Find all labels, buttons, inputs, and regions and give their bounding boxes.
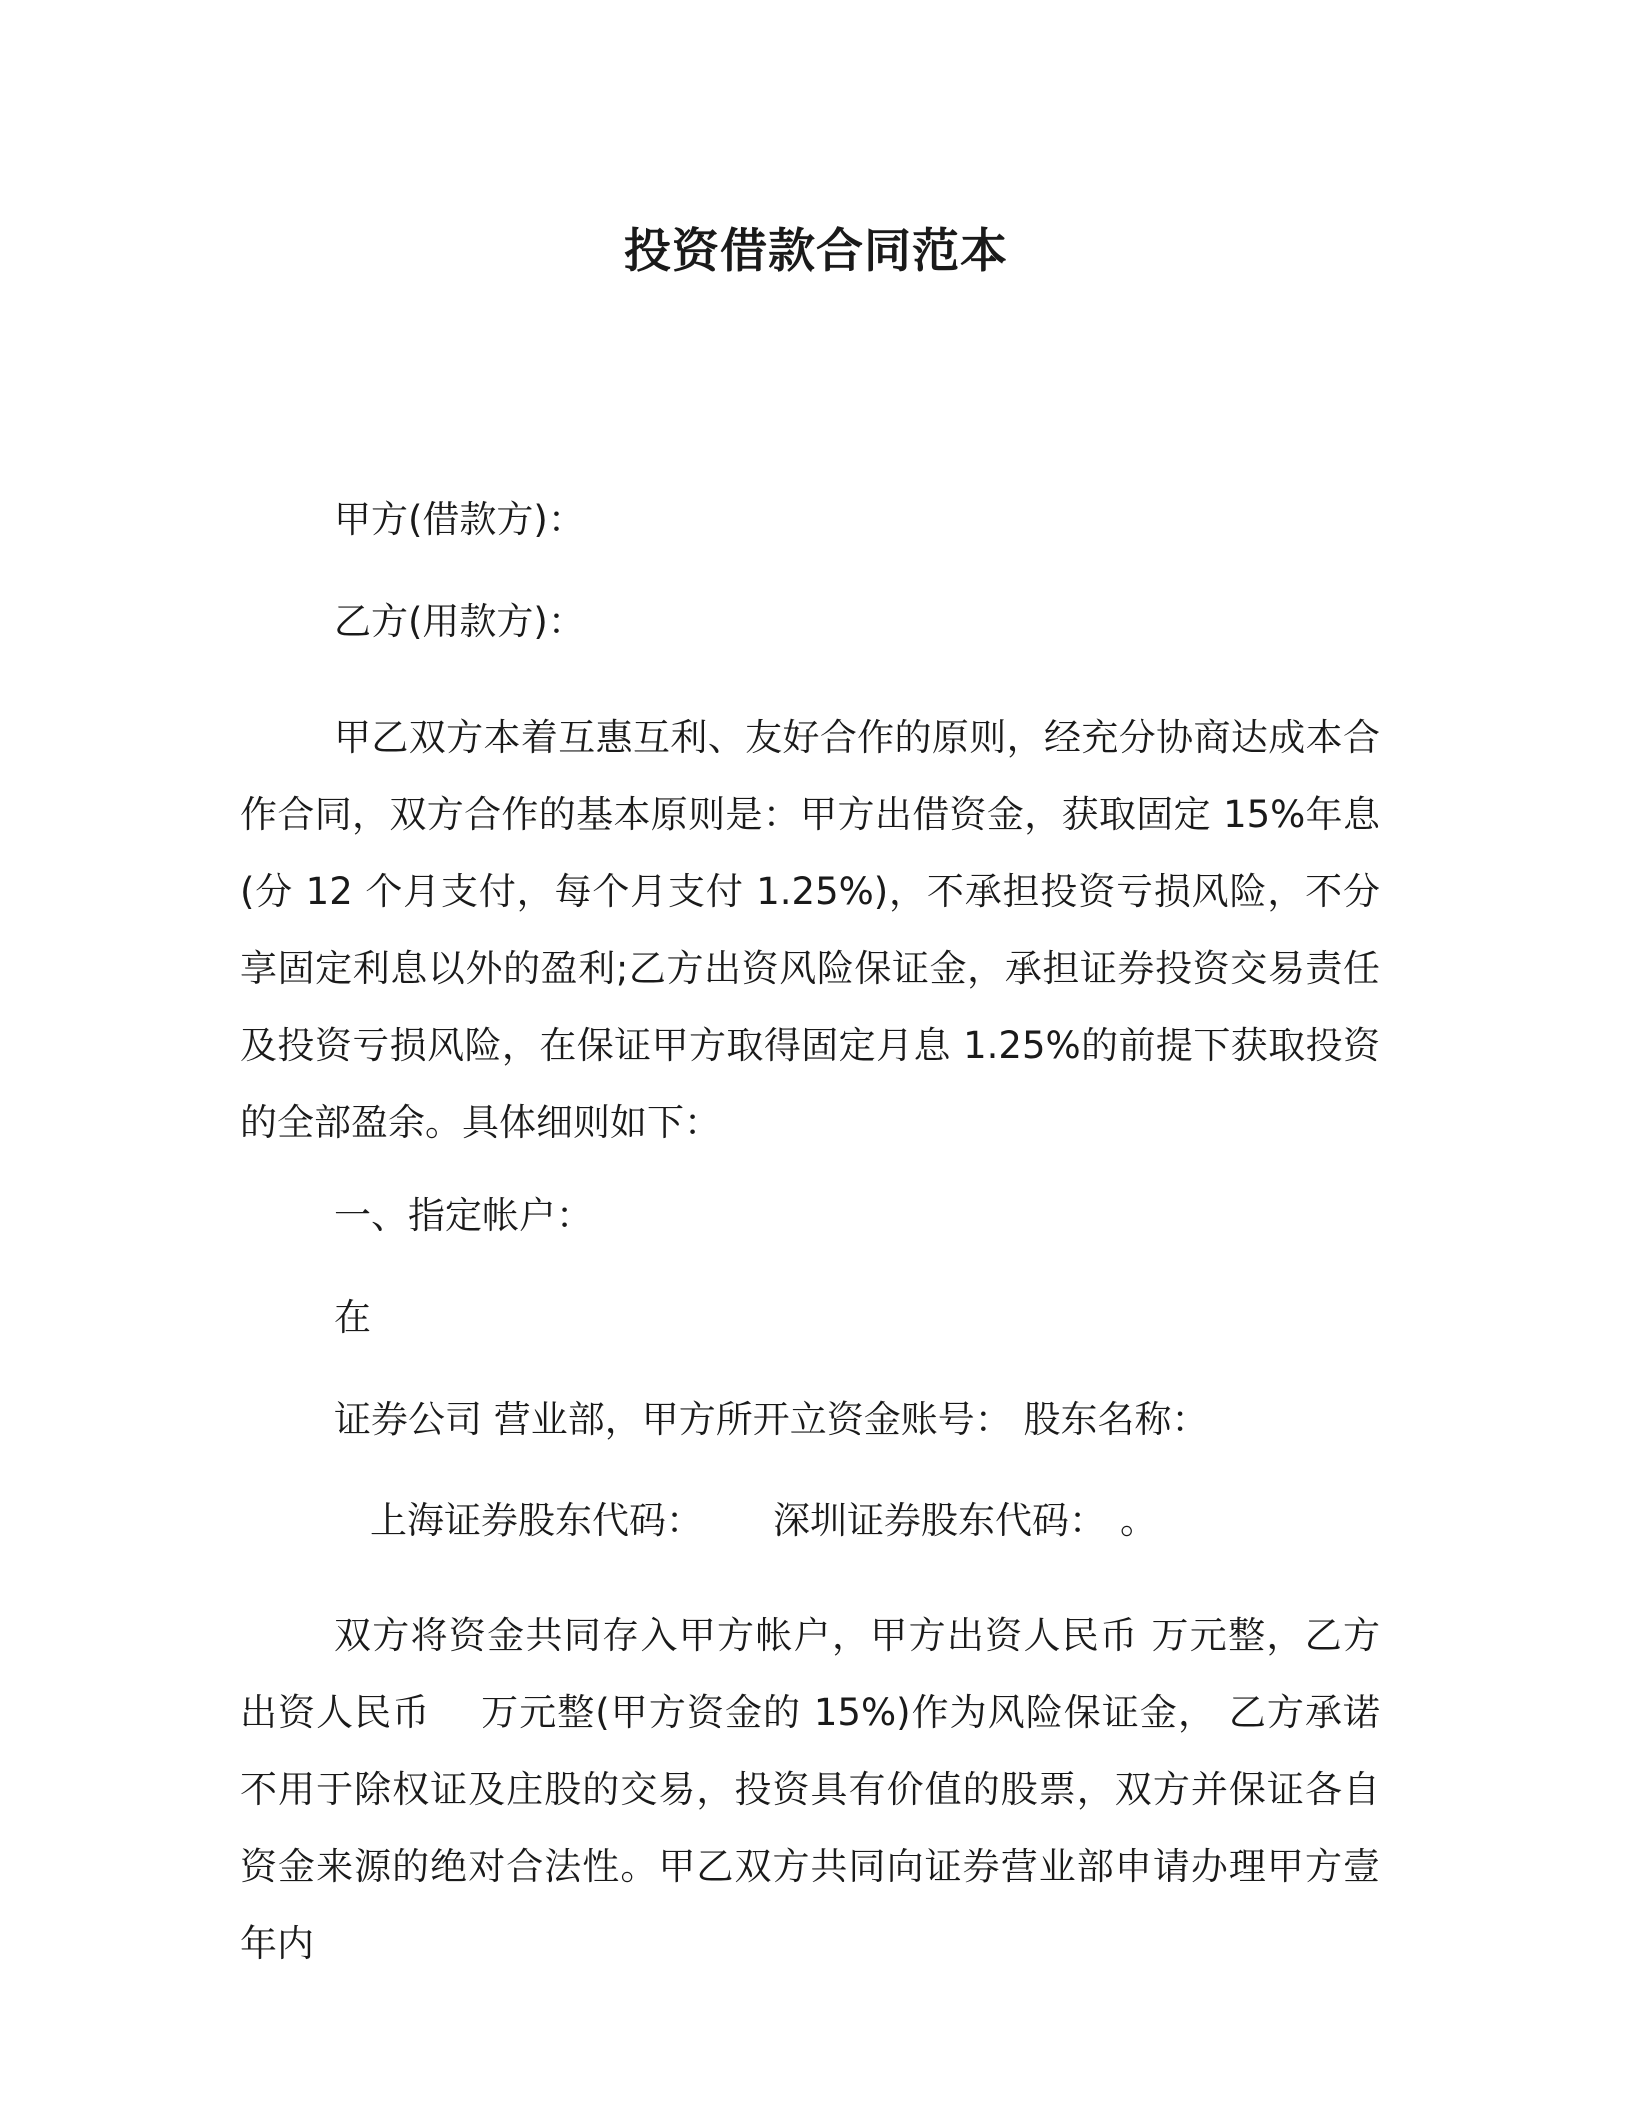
shenzhen-code-label: 深圳证券股东代码： bbox=[773, 1499, 1106, 1542]
party-a-label: 甲方(借款方)： bbox=[334, 498, 585, 541]
account-line: 证券公司 营业部，甲方所开立资金账号： 股东名称： bbox=[334, 1398, 1209, 1441]
party-b-label: 乙方(用款方)： bbox=[334, 600, 585, 643]
document-title: 投资借款合同范本 bbox=[624, 224, 1008, 279]
intro-paragraph: 甲乙双方本着互惠互利、友好合作的原则，经充分协商达成本合作合同，双方合作的基本原则是：甲方出借资金，获取固定 15%年息(分 12 个月支付，每个月支付 1.25%)，不承担投资亏损风险，不分享固定利息以外的盈利;乙方出资风险保证金，承担证券投资交易责任及投资亏损风险，在保证甲方取得固定月息 1.25%的前提下获取投资的全部盈余。具体细则如下： bbox=[240, 716, 1380, 1144]
shenzhen-code-end: 。 bbox=[1120, 1499, 1157, 1542]
at-label: 在 bbox=[334, 1296, 371, 1339]
section-1-heading: 一、指定帐户： bbox=[334, 1194, 593, 1237]
shareholder-code-line bbox=[370, 1497, 1157, 1545]
shanghai-code-label: 上海证券股东代码： bbox=[370, 1499, 703, 1542]
deposit-paragraph: 双方将资金共同存入甲方帐户，甲方出资人民币 万元整，乙方出资人民币 万元整(甲方资金的 15%)作为风险保证金， 乙方承诺不用于除权证及庄股的交易，投资具有价值的股票，双方并保证各自资金来源的绝对合法性。甲乙双方共同向证券营业部申请办理甲方壹年内 bbox=[240, 1614, 1380, 1965]
